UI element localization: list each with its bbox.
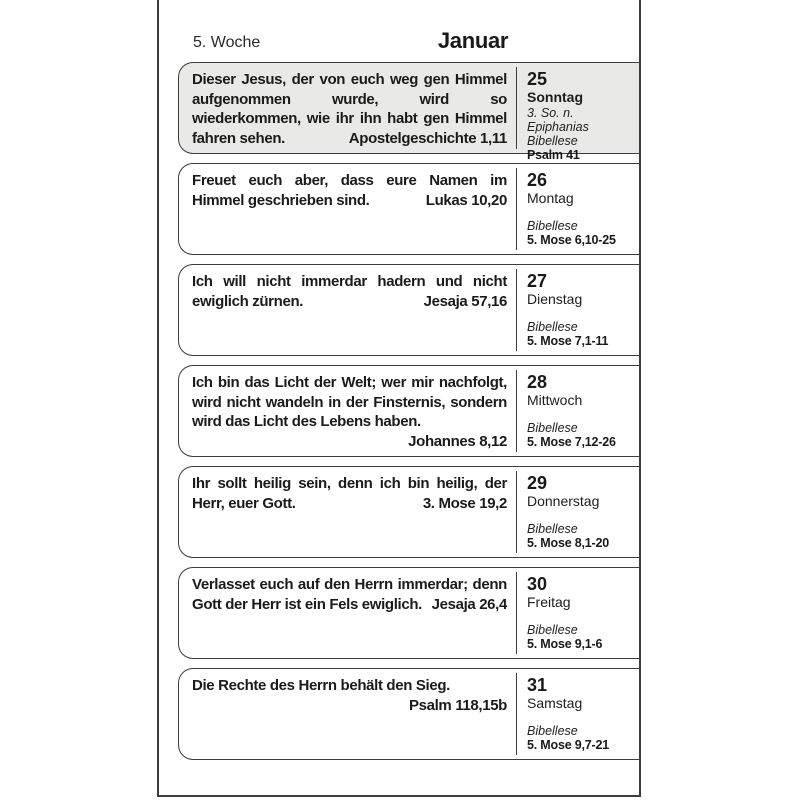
date-column: [516, 269, 639, 351]
weekday-label: Mittwoch: [527, 392, 583, 408]
weekday-label: Donnerstag: [527, 493, 600, 509]
bibellese-label: Bibellese: [527, 724, 578, 738]
reading-reference: 5. Mose 6,10-25: [527, 233, 616, 247]
verse-column: [179, 669, 516, 759]
verse-body: Dieser Jesus, der von euch weg gen Himmel aufgenommen wurde, wird so wiederkommen, wie ihr ihn habt gen Himmel fahren sehen.: [192, 71, 507, 147]
verse-text: [192, 575, 507, 614]
weekday-label: Dienstag: [527, 291, 583, 307]
weekday-label: Samstag: [527, 695, 583, 711]
verse-reference: Lukas 10,20: [425, 191, 507, 209]
verse-column: [179, 568, 516, 658]
day-number: 27: [527, 271, 548, 291]
date-bottom-group: [527, 219, 635, 248]
reading-reference: 5. Mose 9,7-21: [527, 738, 609, 752]
verse-reference: Johannes 8,12: [408, 432, 507, 450]
date-bottom-group: [527, 724, 635, 753]
verse-text: [192, 474, 507, 513]
verse-body: Ich will nicht immerdar hadern und nicht ewiglich zürnen.: [192, 273, 507, 310]
verse-body: Verlasset euch auf den Herrn immerdar; denn Gott der Herr ist ein Fels ewiglich.: [192, 576, 507, 613]
date-bottom-group: [527, 421, 635, 450]
date-column: [516, 67, 639, 162]
bibellese-label: Bibellese: [527, 320, 578, 334]
verse-reference: Jesaja 26,4: [431, 595, 507, 613]
date-bottom-group: [527, 623, 635, 652]
day-number: 30: [527, 574, 548, 594]
date-top-group: [527, 69, 635, 134]
bibellese-label: Bibellese: [527, 623, 578, 637]
verse-column: [179, 63, 516, 153]
week-label: 5. Woche: [193, 34, 261, 51]
bibellese-label: Bibellese: [527, 219, 578, 233]
date-top-group: [527, 574, 635, 611]
day-card: [178, 163, 639, 255]
reading-reference: 5. Mose 7,12-26: [527, 435, 616, 449]
weekday-label: Freitag: [527, 594, 571, 610]
bibellese-label: Bibellese: [527, 421, 578, 435]
day-number: 26: [527, 170, 548, 190]
day-card: [178, 264, 639, 356]
bibellese-label: Bibellese: [527, 134, 578, 148]
verse-text: [192, 676, 507, 714]
bibellese-label: Bibellese: [527, 522, 578, 536]
verse-reference: Psalm 118,15b: [408, 696, 507, 714]
verse-text: [192, 373, 507, 450]
date-bottom-group: [527, 134, 635, 163]
date-column: [516, 572, 639, 654]
sunday-subtitle: 3. So. n.: [527, 106, 574, 120]
date-bottom-group: [527, 320, 635, 349]
day-number: 28: [527, 372, 548, 392]
reading-reference: 5. Mose 9,1-6: [527, 637, 603, 651]
day-card: [178, 62, 639, 162]
day-number: 25: [527, 69, 548, 89]
date-column: [516, 673, 639, 755]
verse-body: Die Rechte des Herrn behält den Sieg.: [192, 677, 450, 694]
day-number: 29: [527, 473, 548, 493]
date-column: [516, 370, 639, 452]
day-number: 31: [527, 675, 548, 695]
verse-text: [192, 171, 507, 210]
date-top-group: [527, 170, 635, 207]
verse-reference: 3. Mose 19,2: [422, 494, 507, 512]
sunday-subtitle: Epiphanias: [527, 120, 589, 134]
day-card-list: [178, 62, 639, 760]
verse-body: Freuet euch aber, dass eure Namen im Himmel geschrieben sind.: [192, 172, 507, 209]
date-column: [516, 168, 639, 250]
date-top-group: [527, 271, 635, 308]
day-card: [178, 668, 639, 760]
calendar-page: [157, 0, 641, 797]
date-top-group: [527, 675, 635, 712]
weekday-label: Sonntag: [527, 89, 583, 105]
verse-text: [192, 70, 507, 148]
verse-column: [179, 164, 516, 254]
weekday-label: Montag: [527, 190, 574, 206]
verse-reference: Jesaja 57,16: [423, 292, 507, 310]
reading-reference: 5. Mose 7,1-11: [527, 334, 609, 348]
date-column: [516, 471, 639, 553]
verse-column: [179, 366, 516, 456]
verse-reference: Apostelgeschichte 1,11: [348, 129, 507, 147]
day-card: [178, 567, 639, 659]
verse-body: Ich bin das Licht der Welt; wer mir nachfolgt, wird nicht wandeln in der Finsternis, sondern wird das Licht des Lebens haben.: [192, 374, 507, 430]
date-bottom-group: [527, 522, 635, 551]
verse-column: [179, 467, 516, 557]
date-top-group: [527, 372, 635, 409]
reading-reference: 5. Mose 8,1-20: [527, 536, 609, 550]
month-title: Januar: [437, 28, 509, 53]
verse-body: Ihr sollt heilig sein, denn ich bin heilig, der Herr, euer Gott.: [192, 475, 507, 512]
verse-text: [192, 272, 507, 311]
verse-column: [179, 265, 516, 355]
day-card: [178, 466, 639, 558]
reading-reference: Psalm 41: [527, 148, 580, 162]
day-card: [178, 365, 639, 457]
date-top-group: [527, 473, 635, 510]
